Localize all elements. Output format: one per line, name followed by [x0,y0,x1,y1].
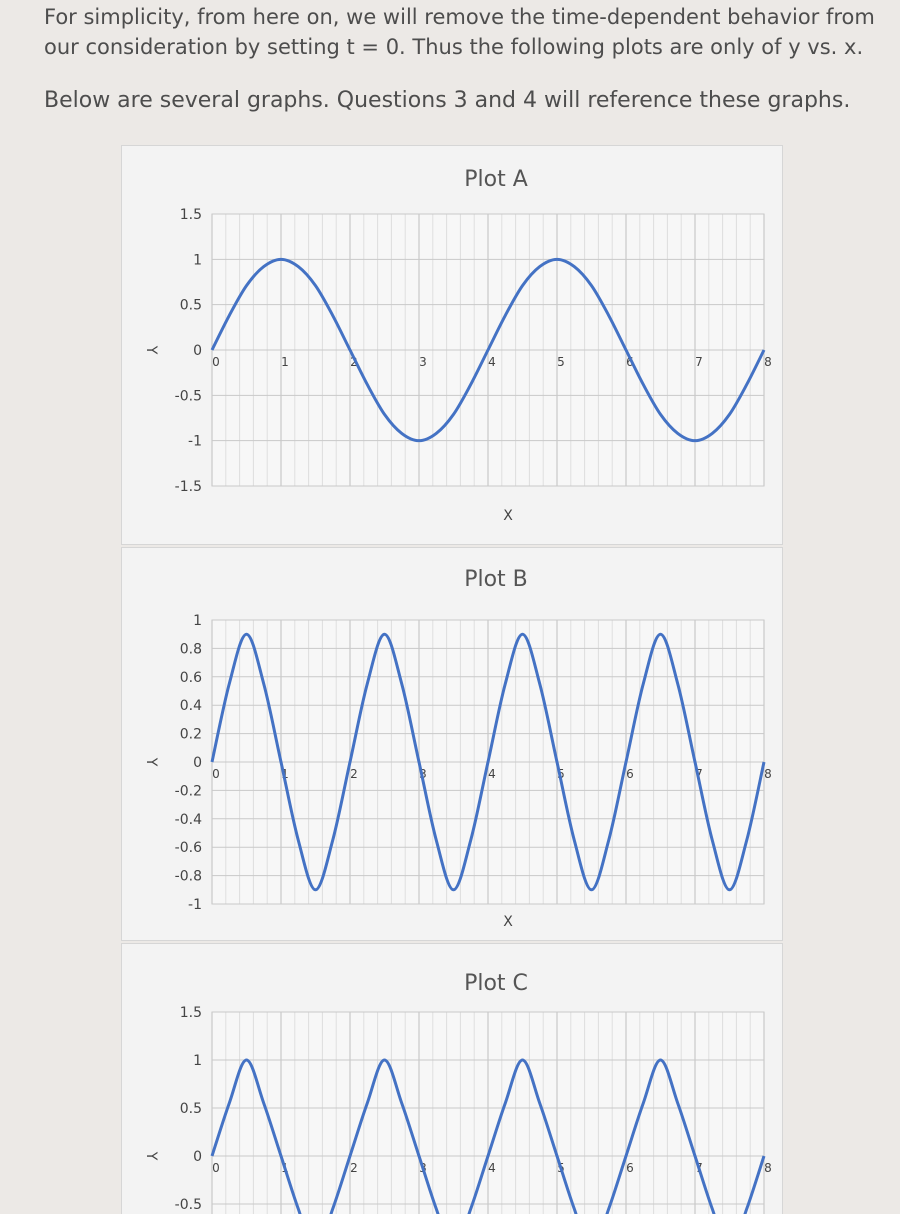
plot-a-y-tick-label: 0.5 [180,298,202,314]
plot-c-panel [122,944,782,1214]
plot-a-y-tick-label: 0 [193,343,202,359]
plot-b-y-tick-label: -0.8 [175,869,202,885]
plot-a-y-axis-label: Y [143,345,159,355]
plot-a-x-tick-label: 3 [419,355,427,369]
plot-c-y-axis-label: Y [143,1151,159,1161]
plot-a-x-tick-label: 4 [488,355,496,369]
plot-b-y-tick-label: 0.8 [180,641,202,657]
plot-b-y-tick-label: 0.4 [180,698,202,714]
plot-b-y-tick-label: -0.4 [175,812,202,828]
plot-c-chart [122,944,782,1214]
plot-a-y-tick-label: -0.5 [175,388,202,404]
plot-a-x-tick-label: 2 [350,355,358,369]
plot-a-y-tick-label: 1.5 [180,207,202,223]
plot-b-x-tick-label: 3 [419,767,427,781]
plot-b-y-tick-label: 0.2 [180,727,202,743]
plot-a-x-tick-label: 5 [557,355,565,369]
plot-c-x-tick-label: 8 [764,1161,772,1175]
plot-c-x-tick-label: 3 [419,1161,427,1175]
plot-c-x-tick-label: 6 [626,1161,634,1175]
plot-a-x-tick-label: 6 [626,355,634,369]
plot-c-y-tick-label: 0 [193,1149,202,1165]
plot-c-y-tick-label: -0.5 [175,1197,202,1213]
intro-line-1: For simplicity, from here on, we will remove the time-dependent behavior from [44,2,864,32]
plot-a-x-tick-label: 8 [764,355,772,369]
plot-b-title: Plot B [464,567,528,592]
intro-line-3: Below are several graphs. Questions 3 and 4 will reference these graphs. [44,86,864,116]
plot-c-x-tick-label: 1 [281,1161,289,1175]
plot-b-x-tick-label: 1 [281,767,289,781]
plot-b-y-tick-label: 1 [193,613,202,629]
plot-c-x-tick-label: 5 [557,1161,565,1175]
plot-b-x-tick-label: 7 [695,767,703,781]
plot-a-y-tick-label: 1 [193,252,202,268]
plot-c-title: Plot C [464,971,528,996]
plot-b-x-tick-label: 4 [488,767,496,781]
plot-c-y-tick-label: 1 [193,1053,202,1069]
plot-b-y-tick-label: 0 [193,755,202,771]
plot-b-x-tick-label: 6 [626,767,634,781]
plot-a-title: Plot A [464,167,528,192]
plot-a-panel [122,146,782,544]
plot-b-chart [122,548,782,940]
plot-b-y-tick-label: 0.6 [180,670,202,686]
plot-a-x-tick-label: 0 [212,355,220,369]
plot-a-y-tick-label: -1.5 [175,479,202,495]
plot-b-x-tick-label: 0 [212,767,220,781]
plot-c-y-tick-label: 0.5 [180,1101,202,1117]
plot-b-y-tick-label: -0.2 [175,783,202,799]
plot-a-y-tick-label: -1 [188,434,202,450]
plot-b-panel [122,548,782,940]
plot-b-x-tick-label: 5 [557,767,565,781]
plot-b-x-axis-label: X [503,914,513,930]
plot-a-x-axis-label: X [503,508,513,524]
intro-line-2: our consideration by setting t = 0. Thus the following plots are only of y vs. x. [44,32,864,62]
plot-c-x-tick-label: 7 [695,1161,703,1175]
plot-a-x-tick-label: 1 [281,355,289,369]
plot-b-x-tick-label: 2 [350,767,358,781]
plot-a-chart [122,146,782,544]
plot-c-x-tick-label: 2 [350,1161,358,1175]
plot-c-x-tick-label: 0 [212,1161,220,1175]
intro-paragraph [44,2,864,62]
plot-b-x-tick-label: 8 [764,767,772,781]
plot-a-x-tick-label: 7 [695,355,703,369]
plot-b-y-axis-label: Y [143,757,159,767]
plot-c-x-tick-label: 4 [488,1161,496,1175]
plot-c-y-tick-label: 1.5 [180,1005,202,1021]
plot-b-y-tick-label: -0.6 [175,840,202,856]
plot-b-y-tick-label: -1 [188,897,202,913]
